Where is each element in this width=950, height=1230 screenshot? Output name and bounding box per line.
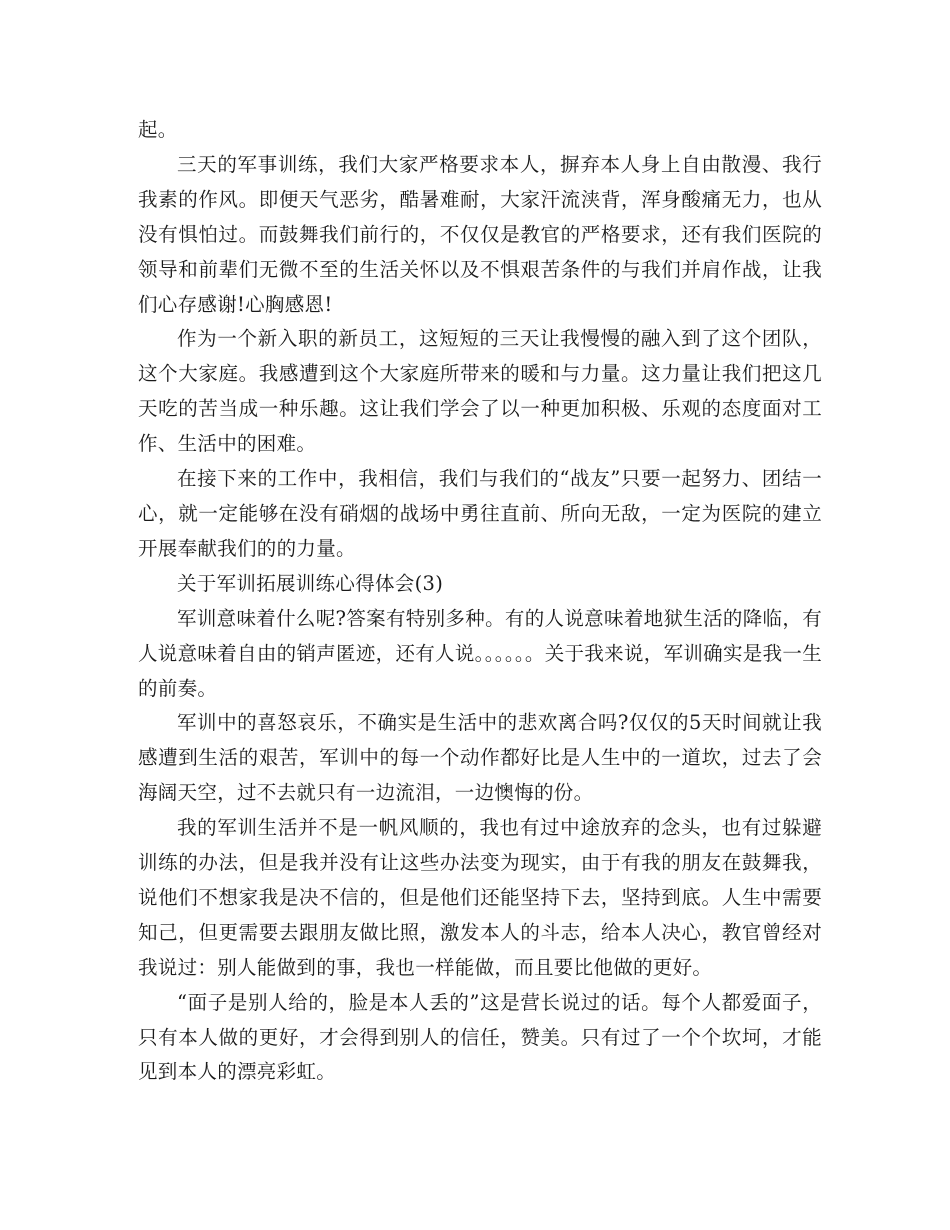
paragraph-training-days: 三天的军事训练，我们大家严格要求本人，摒弃本人身上自由散漫、我行我素的作风。即便天气恶劣，酷暑难耐，大家汗流浃背，浑身酸痛无力，也从没有惧怕过。而鼓舞我们前行的，不仅仅是教官的严格要求，还有我们医院的领导和前辈们无微不至的生活关怀以及不惧艰苦条件的与我们并肩作战，让我们心存感谢!心胸感恩! (138, 152, 822, 316)
paragraph-continuation: 起。 (138, 118, 178, 141)
paragraph-face: “面子是别人给的，脸是本人丢的”这是营长说过的话。每个人都爱面子，只有本人做的更好，才会得到别人的信任，赞美。只有过了一个个坎坷，才能见到本人的漂亮彩虹。 (138, 990, 822, 1084)
paragraph-meaning: 军训意味着什么呢?答案有特别多种。有的人说意味着地狱生活的降临，有人说意味着自由的销声匿迹，还有人说。。。。。。关于我来说，军训确实是我一生的前奏。 (138, 606, 822, 700)
paragraph-not-smooth: 我的军训生活并不是一帆风顺的，我也有过中途放弃的念头，也有过躲避训练的办法，但是我并没有让这些办法变为现实，由于有我的朋友在鼓舞我，说他们不想家我是决不信的，但是他们还能坚持下去，坚持到底。人生中需要知己，但更需要去跟朋友做比照，激发本人的斗志，给本人决心，教官曾经对我说过：别人能做到的事，我也一样能做，而且要比他做的更好。 (138, 816, 822, 979)
paragraph-future-work: 在接下来的工作中，我相信，我们与我们的“战友”只要一起努力、团结一心，就一定能够在没有硝烟的战场中勇往直前、所向无敌，一定为医院的建立开展奉献我们的的力量。 (138, 467, 822, 560)
paragraph-emotions: 军训中的喜怒哀乐，不确实是生活中的悲欢离合吗?仅仅的5天时间就让我感遭到生活的艰苦，军训中的每一个动作都好比是人生中的一道坎，过去了会海阔天空，过不去就只有一边流泪，一边懊悔的份。 (138, 711, 822, 805)
section-heading: 关于军训拓展训练心得体会(3) (177, 571, 444, 595)
paragraph-new-employee: 作为一个新入职的新员工，这短短的三天让我慢慢的融入到了这个团队，这个大家庭。我感遭到这个大家庭所带来的暖和与力量。这力量让我们把这几天吃的苦当成一种乐趣。这让我们学会了以一种更加积极、乐观的态度面对工作、生活中的困难。 (138, 327, 822, 456)
document-body (138, 113, 822, 1090)
